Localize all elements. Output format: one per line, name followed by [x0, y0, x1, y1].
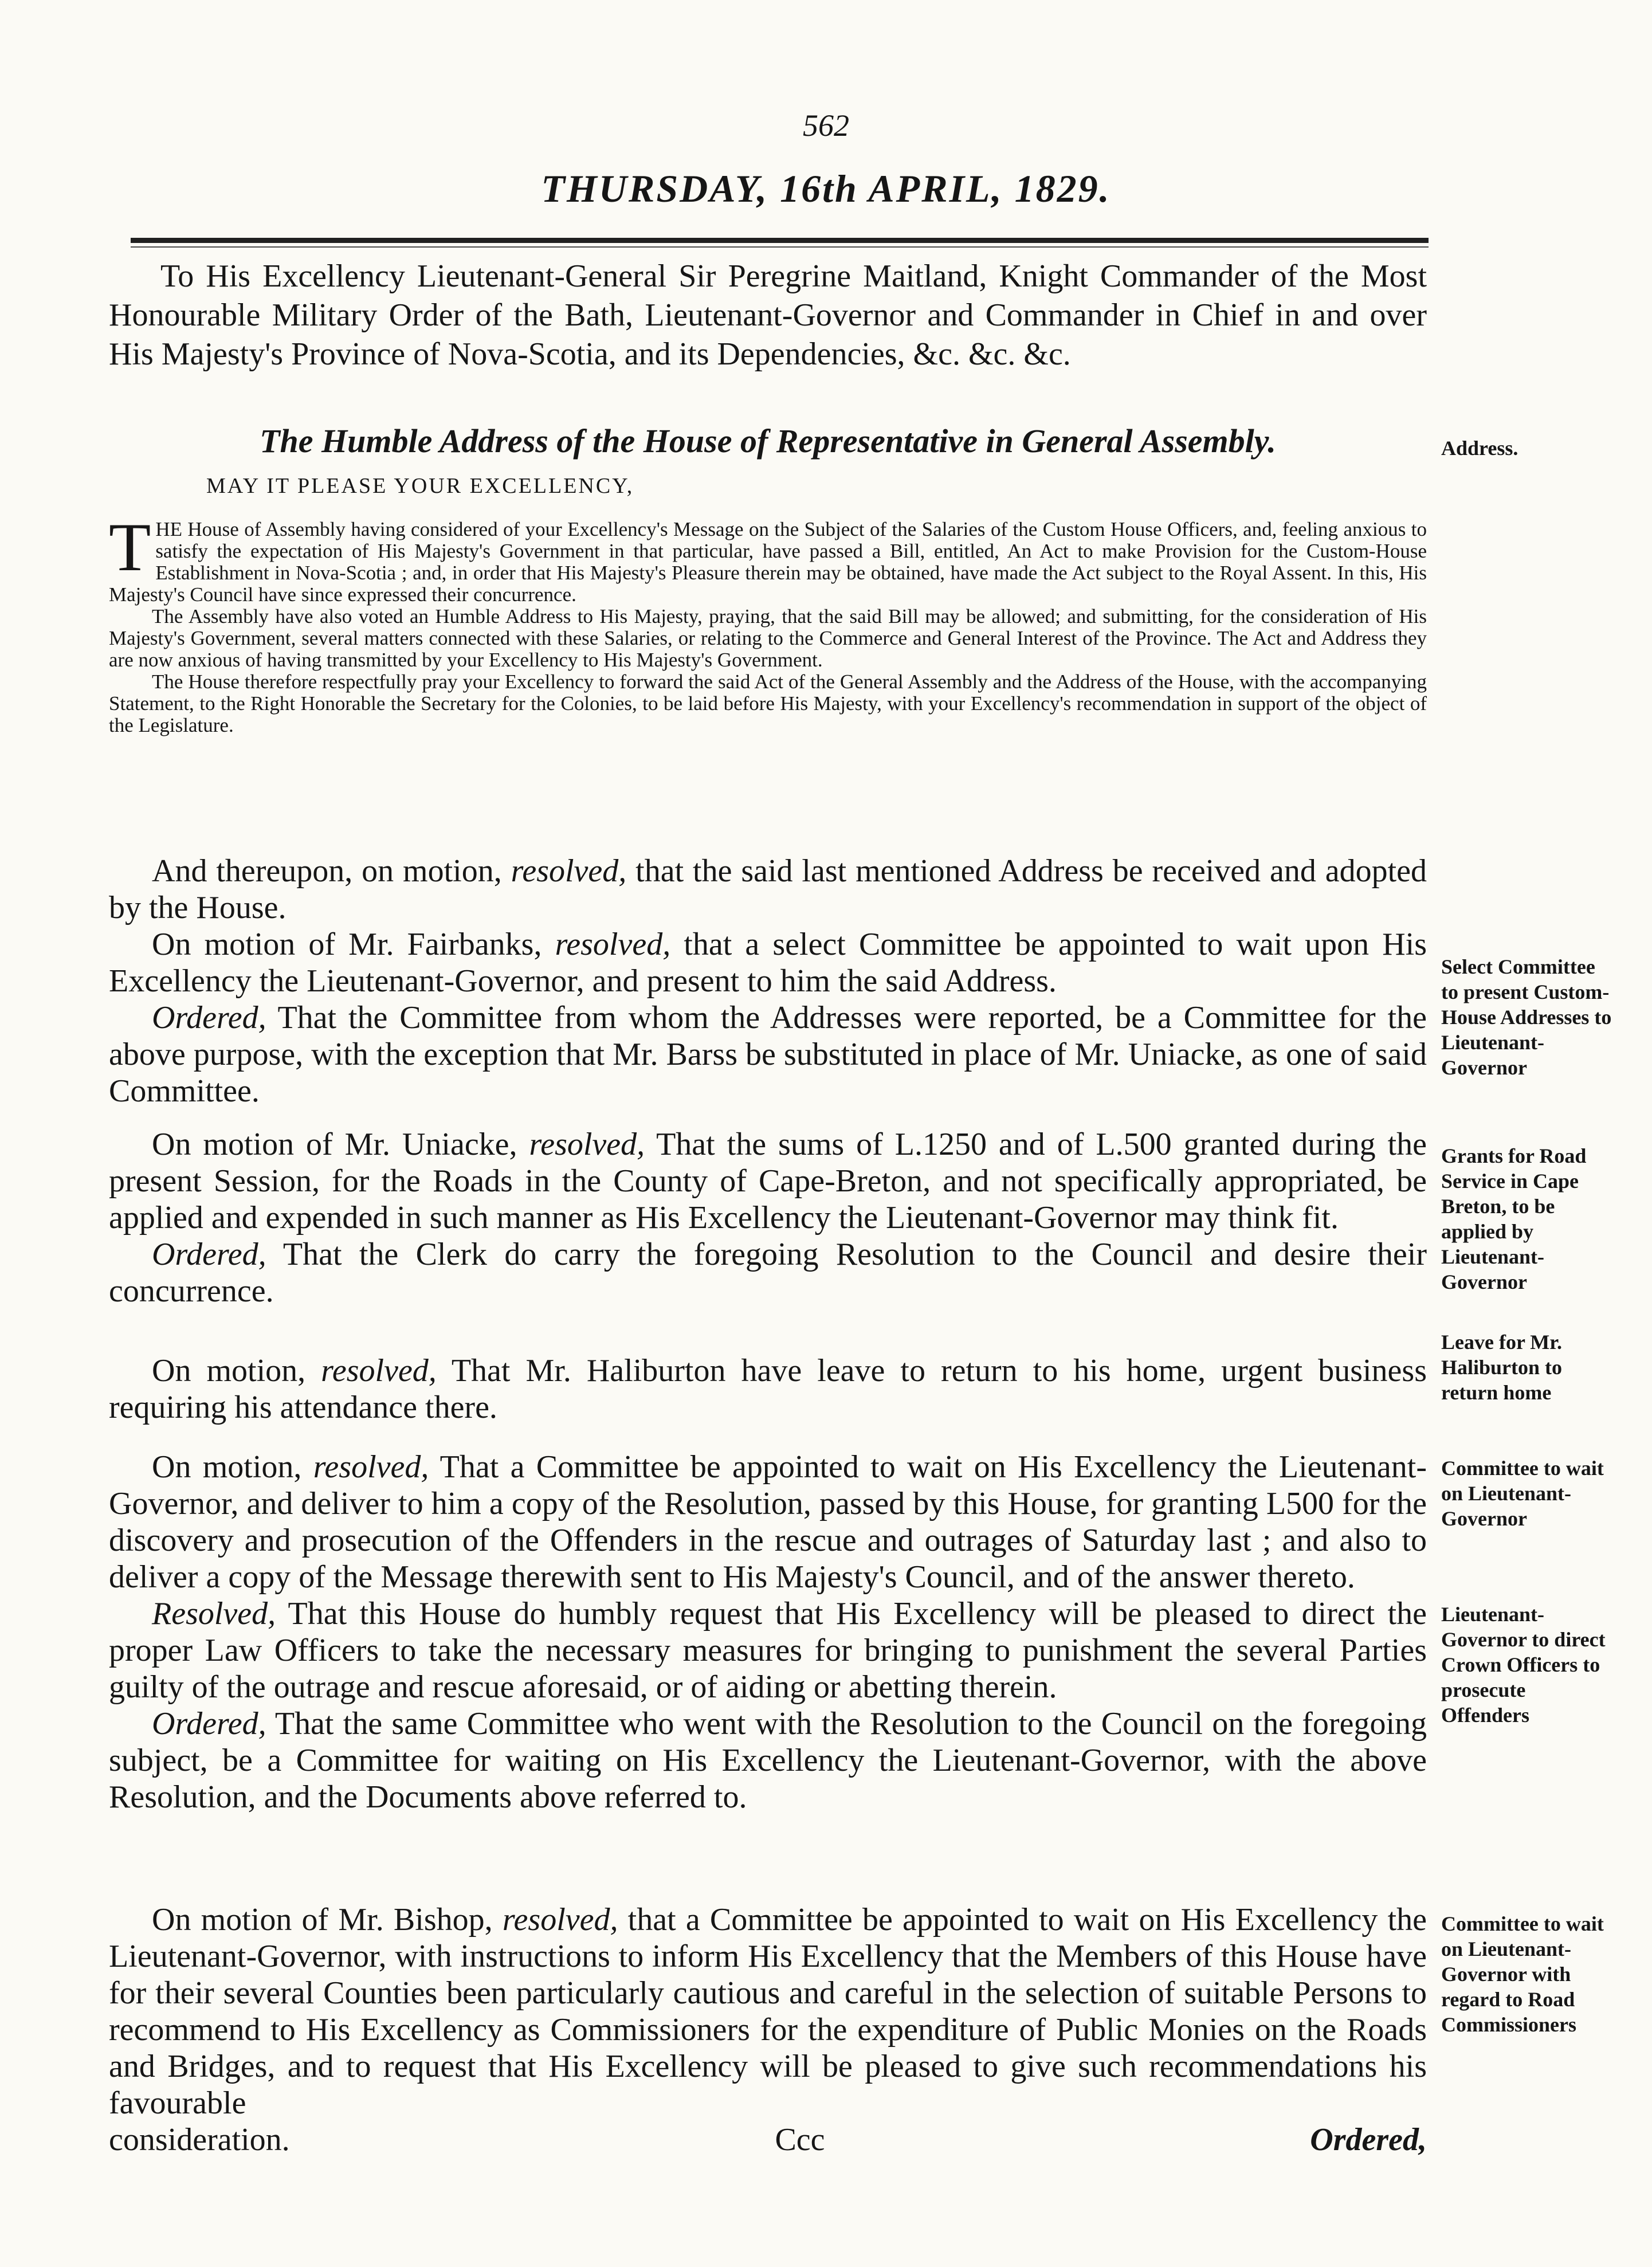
address-heading-block — [109, 257, 1427, 374]
drop-cap: T — [109, 509, 151, 585]
proceeding-clerk-ordered: Ordered, That the Clerk do carry the foregoing Resolution to the Council and desire their concurrence. — [109, 1237, 1427, 1309]
proceeding-law-officers: Resolved, That this House do humbly request that His Excellency will be pleased to direct the proper Law Officers to take the necessary measures for bringing to punishment the several Parties guilty of the outrage and rescue aforesaid, or of aiding or abetting therein. — [109, 1596, 1427, 1705]
proceeding-same-committee: Ordered, That the same Committee who went with the Resolution to the Council on the foregoing subject, be a Committee for waiting on His Excellency the Lieutenant-Governor, with the above Resolution, and the Documents above referred to. — [109, 1706, 1427, 1815]
margin-note-select-committee: Select Committee to present Custom-House Addresses to Lieutenant-Governor — [1441, 955, 1612, 1079]
margin-note-crown-officers: Lieutenant-Governor to direct Crown Officers to prosecute Offenders — [1441, 1603, 1606, 1727]
address-paragraph-3: The House therefore respectfully pray your Excellency to forward the said Act of the General Assembly and the Address of the House, with the accompanying Statement, to the Right Honorable the Secretary for the Colonies, to be laid before His Majesty, with your Excellency's recommendation in support of the object of the Legislature. — [109, 670, 1427, 736]
header-rule-thick — [131, 238, 1429, 243]
proceeding-address-adopted: And thereupon, on motion, resolved, that the said last mentioned Address be received and adopted by the House. — [109, 853, 1427, 925]
address-paragraph-1: THE House of Assembly having considered of your Excellency's Message on the Subject of the Salaries of the Custom House Officers, and, feeling anxious to satisfy the expectation of His Majesty's Government in that particular, have passed a Bill, entitled, An Act to make Provision for the Custom-House Establishment in Nova-Scotia ; and, in order that His Majesty's Pleasure therein may be obtained, have made the Act subject to the Royal Assent. In this, His Majesty's Council have since expressed their concurrence. — [109, 509, 1427, 606]
proceeding-committee-ordered: Ordered, That the Committee from whom the Addresses were reported, be a Committee for the above purpose, with the exception that Mr. Barss be substituted in place of Mr. Uniacke, as one of said Committee. — [109, 1000, 1427, 1109]
proceedings-block-3 — [109, 1352, 1427, 1426]
proceedings-block-5 — [109, 1901, 1427, 2158]
proceeding-road-grants: On motion of Mr. Uniacke, resolved, That the sums of L.1250 and of L.500 granted during the present Session, for the Roads in the County of Cape-Breton, and not specifically appropriated, be applied and expended in such manner as His Excellency the Lieutenant-Governor may think fit. — [109, 1127, 1427, 1236]
page-number: 562 — [803, 108, 849, 143]
page-footer-line — [109, 2121, 1427, 2158]
address-title-block — [109, 421, 1427, 461]
signature-mark: Ccc — [775, 2122, 825, 2158]
margin-note-road-commissioners: Committee to wait on Lieutenant-Governor with regard to Road Commissioners — [1441, 1912, 1604, 2036]
address-paragraph-2: The Assembly have also voted an Humble Address to His Majesty, praying, that the said Bill may be allowed; and submitting, for the consideration of His Majesty's Government, several matters connected with these Salaries, or relating to the Commerce and General Interest of the Province. The Act and Address they are now anxious of having transmitted by your Excellency to His Majesty's Government. — [109, 605, 1427, 671]
proceeding-road-commissioners: On motion of Mr. Bishop, resolved, that a Committee be appointed to wait on His Excellency the Lieutenant-Governor, with instructions to inform His Excellency that the Members of this House have for their several Counties been particularly cautious and careful in the selection of suitable Persons to recommend to His Excellency as Commissioners for the expenditure of Public Monies on the Roads and Bridges, and to request that His Excellency will be pleased to give such recommendations his favourable — [109, 1902, 1427, 2121]
margin-note-leave: Leave for Mr. Haliburton to return home — [1441, 1331, 1563, 1404]
footer-consideration: consideration. — [109, 2122, 290, 2158]
proceedings-block-4 — [109, 1449, 1427, 1815]
address-title: The Humble Address of the House of Representative in General Assembly. — [260, 422, 1276, 460]
proceeding-haliburton-leave: On motion, resolved, That Mr. Haliburton have leave to return to his home, urgent business requiring his attendance there. — [109, 1353, 1427, 1425]
margin-note-committee-wait: Committee to wait on Lieutenant-Governor — [1441, 1457, 1604, 1530]
salutation: MAY IT PLEASE YOUR EXCELLENCY, — [206, 474, 634, 498]
proceedings-block-1 — [109, 853, 1427, 1109]
page-date-heading: THURSDAY, 16th APRIL, 1829. — [541, 167, 1111, 210]
proceeding-committee-resolution: On motion, resolved, That a Committee be appointed to wait on His Excellency the Lieutenant-Governor, and deliver to him a copy of the Resolution, passed by this House, for granting L500 for the discovery and prosecution of the Offenders in the rescue and outrages of Saturday last ; and also to deliver a copy of the Message therewith sent to His Majesty's Council, and of the answer thereto. — [109, 1449, 1427, 1595]
proceedings-block-2 — [109, 1126, 1427, 1309]
address-body — [109, 509, 1427, 736]
margin-note-road-grants: Grants for Road Service in Cape Breton, to be applied by Lieutenant-Governor — [1441, 1144, 1587, 1293]
salutation-block — [109, 473, 1427, 499]
address-to: To His Excellency Lieutenant-General Sir Peregrine Maitland, Knight Commander of the Most Honourable Military Order of the Bath, Lieutenant-Governor and Commander in Chief in and over His Majesty's Province of Nova-Scotia, and its Dependencies, &c. &c. &c. — [109, 258, 1427, 372]
catchword: Ordered, — [1310, 2122, 1427, 2158]
margin-note-address: Address. — [1441, 437, 1518, 460]
proceeding-select-committee: On motion of Mr. Fairbanks, resolved, that a select Committee be appointed to wait upon His Excellency the Lieutenant-Governor, and present to him the said Address. — [109, 927, 1427, 999]
header-rule-thin — [131, 246, 1429, 248]
